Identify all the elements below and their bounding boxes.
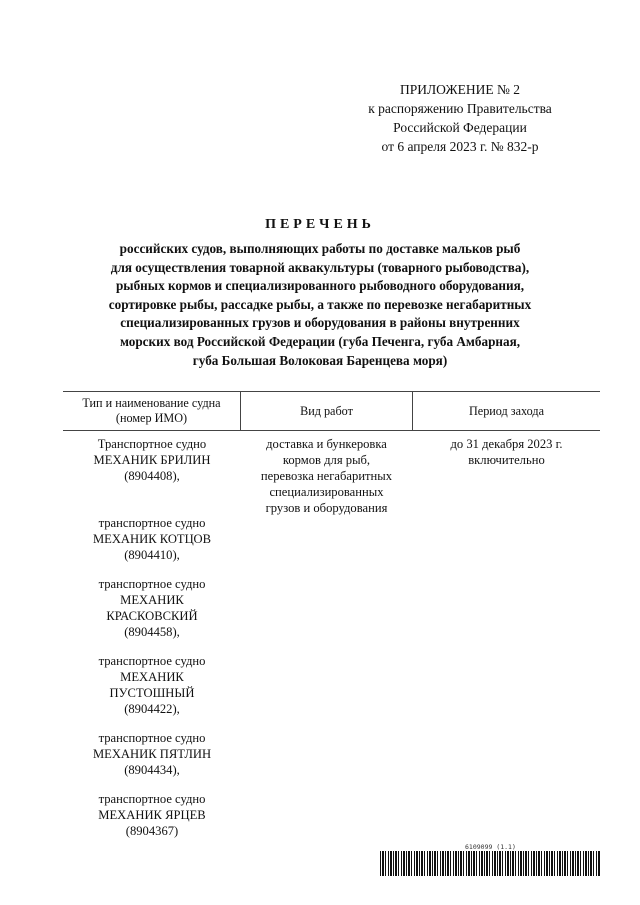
vessel-type: Транспортное судно [97, 437, 207, 451]
vessel-type: транспортное судно [98, 577, 206, 591]
vessel-entry [63, 730, 241, 778]
appendix-number: ПРИЛОЖЕНИЕ № 2 [399, 82, 521, 97]
column-header-vessel: Тип и наименование судна (номер ИМО) [63, 392, 241, 430]
document-title: ПЕРЕЧЕНЬ [265, 217, 375, 232]
subtitle-line: российских судов, выполняющих работы по доставке мальков рыб [119, 241, 521, 256]
vessel-type: транспортное судно [98, 731, 206, 745]
appendix-reference: к распоряжению Правительства [368, 101, 552, 116]
vessel-type: транспортное судно [98, 516, 206, 530]
vessel-name: МЕХАНИК ЯРЦЕВ [98, 808, 206, 822]
work-type-line: перевозка негабаритных [260, 469, 393, 483]
subtitle-line: губа Большая Волоковая Баренцева моря) [192, 352, 448, 368]
period-line: включительно [468, 453, 545, 467]
vessel-imo: (8904434), [124, 763, 180, 777]
appendix-date: от 6 апреля 2023 г. № 832-р [381, 139, 539, 154]
work-type-line: грузов и оборудования [265, 501, 388, 515]
vessel-name: МЕХАНИК КОТЦОВ [92, 532, 212, 546]
barcode-image [380, 851, 600, 876]
subtitle-line: специализированных грузов и оборудования в районы внутренних [120, 315, 520, 331]
subtitle-line: для осуществления товарной аквакультуры (товарного рыбоводства), [110, 259, 530, 275]
vessel-entry [63, 791, 241, 839]
vessel-entry [63, 436, 241, 484]
vessel-name: КРАСКОВСКИЙ [106, 609, 198, 623]
vessel-type: транспортное судно [98, 654, 206, 668]
column-header-work-type: Вид работ [241, 392, 413, 430]
period-line: до 31 декабря 2023 г. [450, 437, 563, 451]
subtitle-line: сортировке рыбы, рассадке рыбы, а также по перевозке негабаритных [108, 296, 532, 312]
vessel-entry [63, 515, 241, 563]
appendix-header [340, 80, 580, 156]
barcode-number: 6109099 (1.1) [465, 843, 516, 851]
vessel-entry [63, 576, 241, 640]
subtitle-line: морских вод Российской Федерации (губа Печенга, губа Амбарная, [119, 333, 521, 349]
appendix-authority: Российской Федерации [393, 120, 527, 135]
subtitle-line: рыбных кормов и специализированного рыбоводного оборудования, [115, 278, 525, 294]
work-type-cell [241, 436, 412, 516]
table-header [63, 391, 600, 431]
work-type-line: кормов для рыб, [282, 453, 371, 467]
work-type-line: доставка и бункеровка [266, 437, 387, 451]
column-header-period: Период захода [468, 403, 545, 418]
vessel-name: МЕХАНИК ПЯТЛИН [92, 747, 212, 761]
vessel-imo: (8904410), [124, 548, 180, 562]
document-subtitle [40, 240, 600, 370]
vessel-type: транспортное судно [98, 792, 206, 806]
period-cell [413, 436, 600, 468]
vessel-imo: (8904367) [125, 824, 179, 838]
vessel-name: МЕХАНИК [120, 670, 184, 684]
vessel-imo: (8904408), [124, 469, 180, 483]
vessel-name: ПУСТОШНЫЙ [109, 686, 195, 700]
vessel-list [63, 436, 241, 852]
vessel-imo: (8904458), [124, 625, 180, 639]
vessel-name: МЕХАНИК [120, 593, 184, 607]
vessel-imo: (8904422), [124, 702, 180, 716]
work-type-line: специализированных [269, 485, 384, 499]
vessel-entry [63, 653, 241, 717]
vessel-name: МЕХАНИК БРИЛИН [93, 453, 211, 467]
